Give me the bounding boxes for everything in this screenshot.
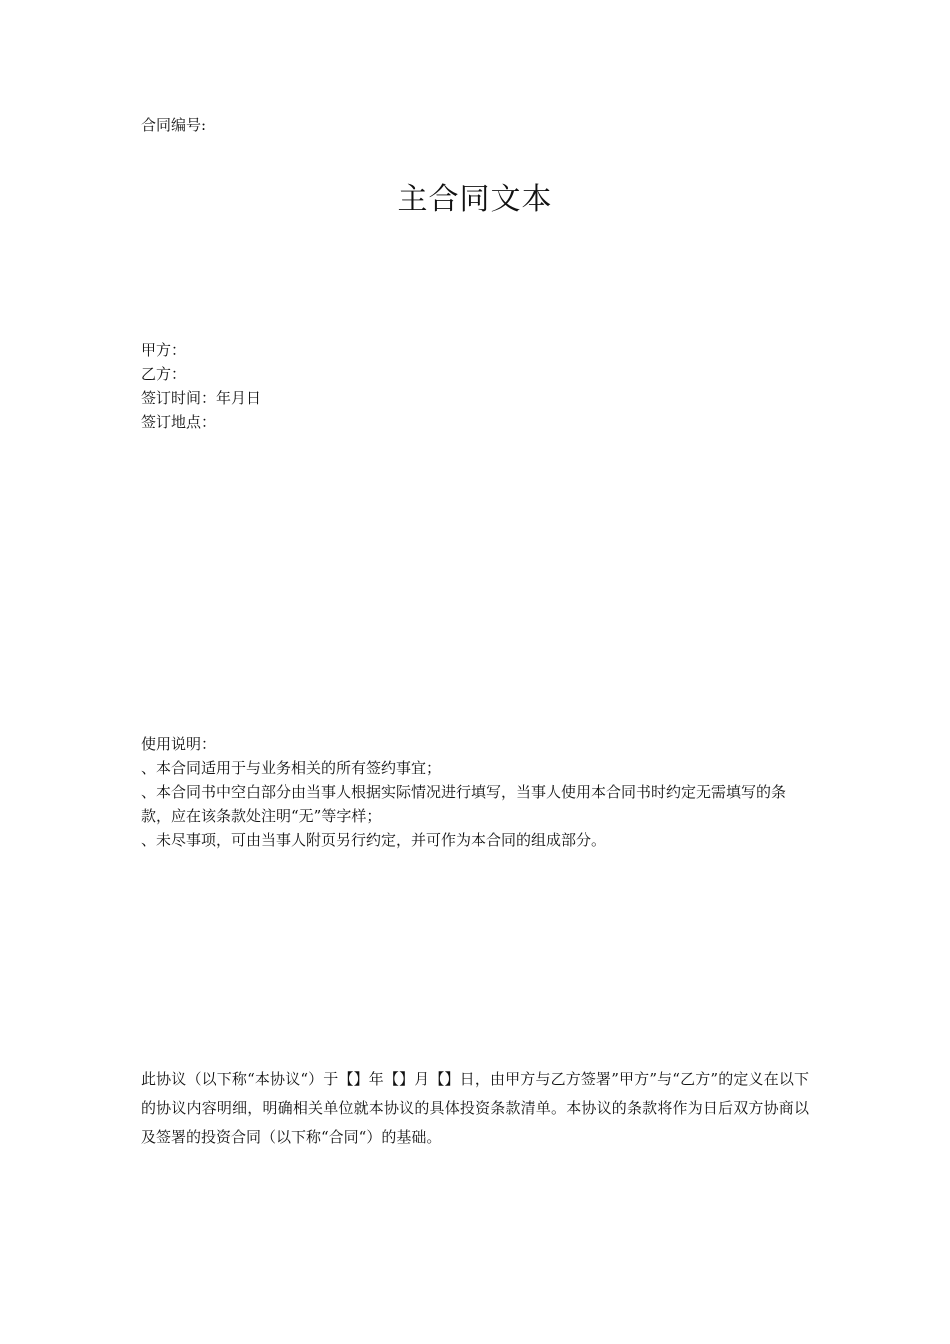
instructions-heading: 使用说明：	[141, 735, 217, 753]
document-title: 主合同文本	[397, 182, 553, 217]
parties-block	[141, 338, 261, 434]
signing-time-line: 签订时间：年月日	[141, 389, 262, 407]
usage-instructions	[141, 732, 806, 852]
signing-place-line: 签订地点：	[141, 413, 217, 431]
instruction-item: 、本合同书中空白部分由当事人根据实际情况进行填写，当事人使用本合同书时约定无需填写的条款，应在该条款处注明“无”等字样；	[141, 783, 787, 825]
instruction-item: 、未尽事项，可由当事人附页另行约定，并可作为本合同的组成部分。	[141, 831, 607, 849]
agreement-paragraph: 此协议（以下称“本协议“）于【】年【】月【】日，由甲方与乙方签署”甲方”与“乙方”的定义在以下的协议内容明细，明确相关单位就本协议的具体投资条款清单。本协议的条款将作为日后双方协商以及签署的投资合同（以下称“合同“）的基础。	[141, 1070, 809, 1146]
party-a-line: 甲方：	[141, 341, 187, 359]
party-b-line: 乙方：	[141, 365, 187, 383]
instruction-item: 、本合同适用于与业务相关的所有签约事宜；	[141, 759, 442, 777]
contract-number-label: 合同编号:	[141, 116, 207, 134]
